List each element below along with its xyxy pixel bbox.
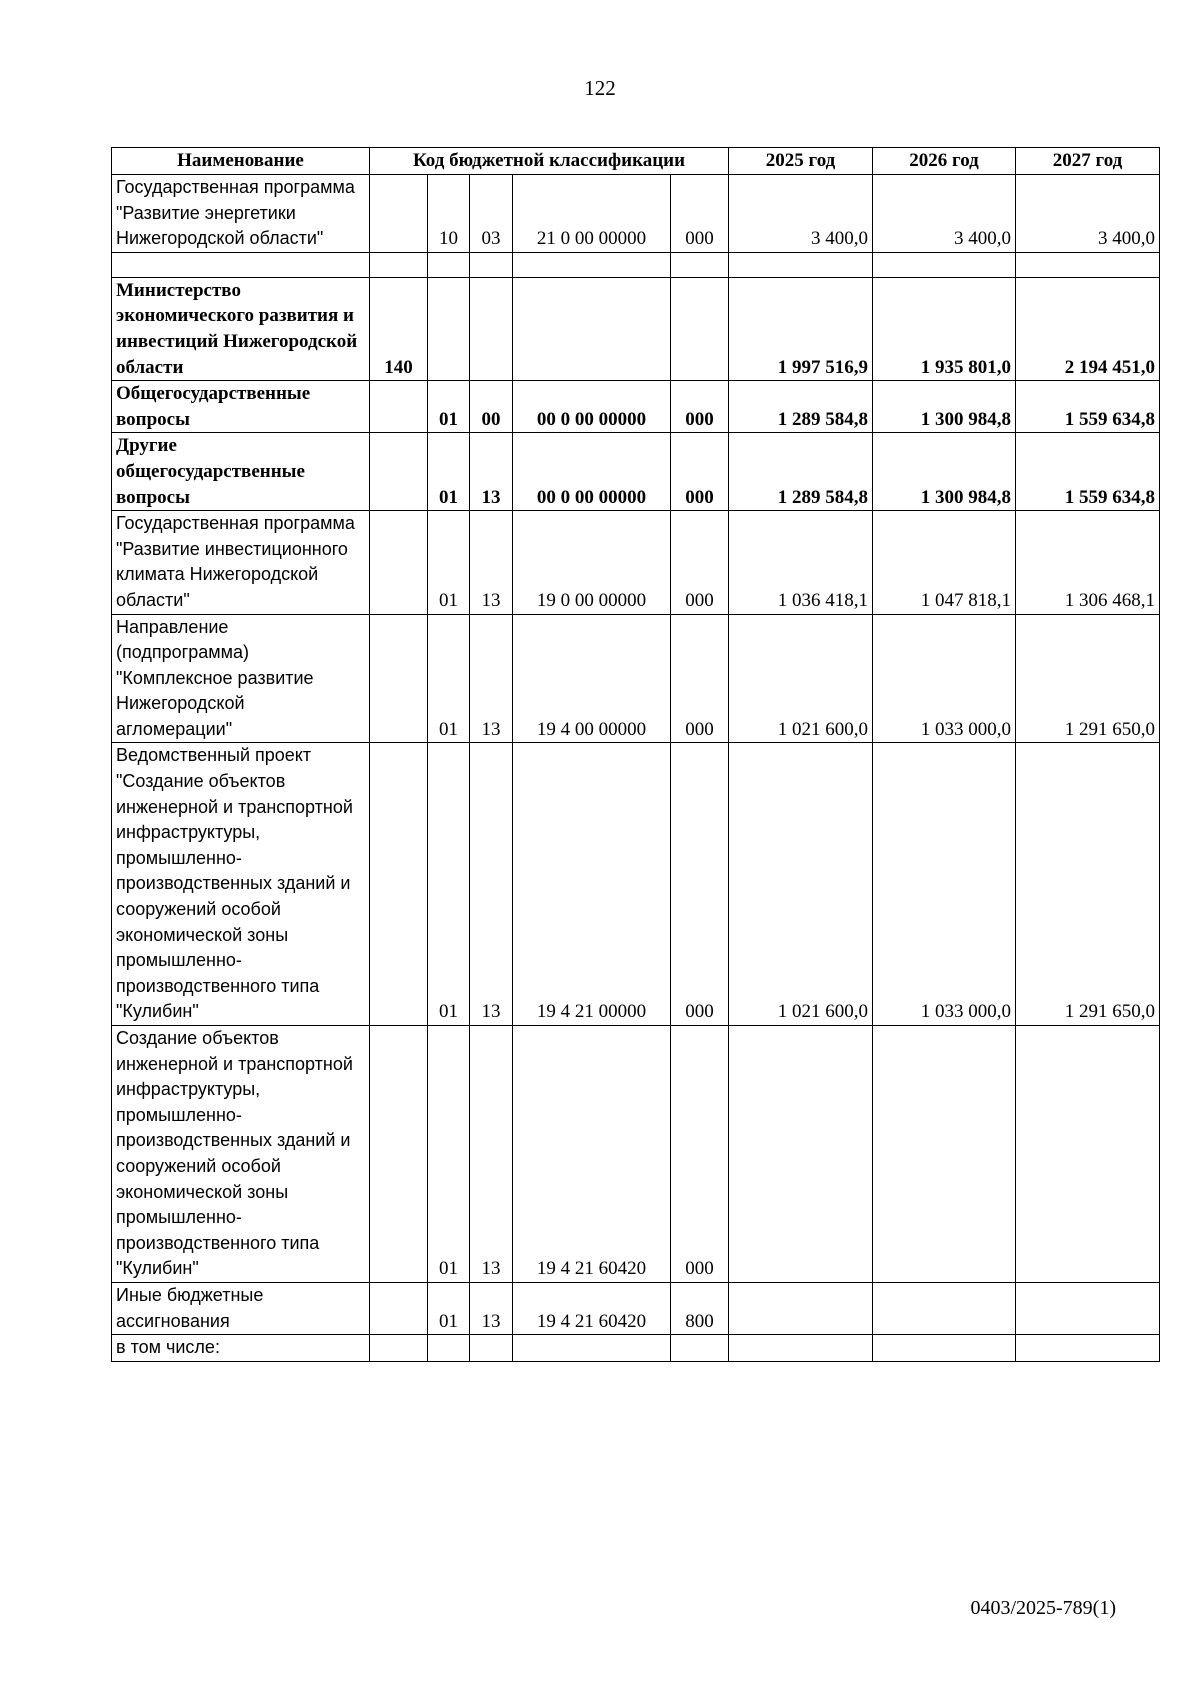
expense-type-cell: 000: [671, 511, 729, 614]
section-code-cell: 01: [428, 511, 470, 614]
header-2025: 2025 год: [729, 148, 873, 175]
amount-2025-cell: [729, 1026, 873, 1283]
header-2027: 2027 год: [1016, 148, 1160, 175]
table-row: [112, 1282, 1160, 1334]
amount-2026-cell: 1 033 000,0: [873, 614, 1016, 743]
target-article-cell: 19 4 21 60420: [513, 1026, 671, 1283]
table-row: [112, 1026, 1160, 1283]
row-name-cell: Другие общегосударственные вопросы: [112, 433, 370, 511]
row-name-cell: Иные бюджетные ассигнования: [112, 1282, 370, 1334]
target-article-cell: [513, 252, 671, 277]
ved-code-cell: [370, 1335, 428, 1362]
ved-code-cell: [370, 743, 428, 1026]
expense-type-cell: 000: [671, 614, 729, 743]
ved-code-cell: [370, 1026, 428, 1283]
expense-type-cell: [671, 252, 729, 277]
table-row: [112, 277, 1160, 380]
section-code-cell: [428, 1335, 470, 1362]
target-article-cell: [513, 277, 671, 380]
target-article-cell: 00 0 00 00000: [513, 433, 671, 511]
amount-2027-cell: 1 559 634,8: [1016, 433, 1160, 511]
table-row: [112, 1335, 1160, 1362]
row-name-cell: Общегосударственные вопросы: [112, 381, 370, 433]
page-number: 122: [584, 76, 616, 100]
amount-2026-cell: [873, 1282, 1016, 1334]
amount-2027-cell: 3 400,0: [1016, 175, 1160, 253]
amount-2026-cell: 1 935 801,0: [873, 277, 1016, 380]
target-article-cell: 21 0 00 00000: [513, 175, 671, 253]
row-name-cell: Ведомственный проект "Создание объектов инженерной и транспортной инфраструктуры, промышленно-производственных зданий и сооружений особой экономической зоны промышленно-производственного типа "Кулибин": [112, 743, 370, 1026]
amount-2026-cell: 3 400,0: [873, 175, 1016, 253]
amount-2026-cell: 1 033 000,0: [873, 743, 1016, 1026]
table-row: [112, 252, 1160, 277]
amount-2025-cell: 1 036 418,1: [729, 511, 873, 614]
table-row: [112, 381, 1160, 433]
header-2026: 2026 год: [873, 148, 1016, 175]
amount-2026-cell: [873, 1026, 1016, 1283]
table-body: [112, 175, 1160, 1362]
amount-2026-cell: 1 047 818,1: [873, 511, 1016, 614]
subsection-code-cell: 13: [470, 614, 513, 743]
section-code-cell: 01: [428, 1282, 470, 1334]
row-name-cell: Направление (подпрограмма) "Комплексное развитие Нижегородской агломерации": [112, 614, 370, 743]
section-code-cell: 01: [428, 614, 470, 743]
expense-type-cell: [671, 277, 729, 380]
section-code-cell: 01: [428, 1026, 470, 1283]
ved-code-cell: [370, 252, 428, 277]
amount-2027-cell: [1016, 1026, 1160, 1283]
amount-2025-cell: 3 400,0: [729, 175, 873, 253]
section-code-cell: 01: [428, 743, 470, 1026]
subsection-code-cell: 00: [470, 381, 513, 433]
table-row: [112, 743, 1160, 1026]
section-code-cell: 10: [428, 175, 470, 253]
amount-2025-cell: 1 021 600,0: [729, 743, 873, 1026]
target-article-cell: 19 4 00 00000: [513, 614, 671, 743]
amount-2025-cell: 1 289 584,8: [729, 381, 873, 433]
table-row: [112, 511, 1160, 614]
row-name-cell: в том числе:: [112, 1335, 370, 1362]
expense-type-cell: 800: [671, 1282, 729, 1334]
ved-code-cell: [370, 1282, 428, 1334]
row-name-cell: Создание объектов инженерной и транспортной инфраструктуры, промышленно-производственных зданий и сооружений особой экономической зоны промышленно-производственного типа "Кулибин": [112, 1026, 370, 1283]
subsection-code-cell: [470, 1335, 513, 1362]
amount-2027-cell: [1016, 252, 1160, 277]
table-row: [112, 433, 1160, 511]
row-name-cell: Министерство экономического развития и инвестиций Нижегородской области: [112, 277, 370, 380]
amount-2026-cell: 1 300 984,8: [873, 433, 1016, 511]
amount-2027-cell: 1 306 468,1: [1016, 511, 1160, 614]
ved-code-cell: [370, 175, 428, 253]
ved-code-cell: [370, 614, 428, 743]
target-article-cell: 00 0 00 00000: [513, 381, 671, 433]
subsection-code-cell: [470, 277, 513, 380]
table-row: [112, 175, 1160, 253]
subsection-code-cell: 03: [470, 175, 513, 253]
target-article-cell: 19 0 00 00000: [513, 511, 671, 614]
amount-2027-cell: [1016, 1335, 1160, 1362]
section-code-cell: [428, 277, 470, 380]
ved-code-cell: [370, 433, 428, 511]
section-code-cell: [428, 252, 470, 277]
expense-type-cell: [671, 1335, 729, 1362]
row-name-cell: [112, 252, 370, 277]
ved-code-cell: [370, 381, 428, 433]
amount-2025-cell: [729, 1335, 873, 1362]
header-code: Код бюджетной классификации: [370, 148, 729, 175]
amount-2025-cell: 1 021 600,0: [729, 614, 873, 743]
row-name-cell: Государственная программа "Развитие энергетики Нижегородской области": [112, 175, 370, 253]
subsection-code-cell: 13: [470, 1282, 513, 1334]
table-row: [112, 614, 1160, 743]
expense-type-cell: 000: [671, 1026, 729, 1283]
amount-2027-cell: 1 559 634,8: [1016, 381, 1160, 433]
subsection-code-cell: 13: [470, 433, 513, 511]
amount-2027-cell: [1016, 1282, 1160, 1334]
section-code-cell: 01: [428, 381, 470, 433]
target-article-cell: 19 4 21 00000: [513, 743, 671, 1026]
target-article-cell: 19 4 21 60420: [513, 1282, 671, 1334]
expense-type-cell: 000: [671, 433, 729, 511]
amount-2026-cell: [873, 252, 1016, 277]
section-code-cell: 01: [428, 433, 470, 511]
budget-table: [111, 147, 1160, 1362]
subsection-code-cell: 13: [470, 1026, 513, 1283]
ved-code-cell: [370, 511, 428, 614]
amount-2025-cell: [729, 1282, 873, 1334]
expense-type-cell: 000: [671, 175, 729, 253]
ved-code-cell: 140: [370, 277, 428, 380]
amount-2025-cell: 1 997 516,9: [729, 277, 873, 380]
amount-2025-cell: 1 289 584,8: [729, 433, 873, 511]
amount-2025-cell: [729, 252, 873, 277]
amount-2026-cell: 1 300 984,8: [873, 381, 1016, 433]
header-row: [112, 148, 1160, 175]
amount-2027-cell: 2 194 451,0: [1016, 277, 1160, 380]
row-name-cell: Государственная программа "Развитие инвестиционного климата Нижегородской области": [112, 511, 370, 614]
subsection-code-cell: 13: [470, 511, 513, 614]
header-name: Наименование: [112, 148, 370, 175]
subsection-code-cell: [470, 252, 513, 277]
amount-2026-cell: [873, 1335, 1016, 1362]
document-id: 0403/2025-789(1): [970, 1597, 1116, 1619]
amount-2027-cell: 1 291 650,0: [1016, 743, 1160, 1026]
expense-type-cell: 000: [671, 743, 729, 1026]
amount-2027-cell: 1 291 650,0: [1016, 614, 1160, 743]
subsection-code-cell: 13: [470, 743, 513, 1026]
target-article-cell: [513, 1335, 671, 1362]
expense-type-cell: 000: [671, 381, 729, 433]
